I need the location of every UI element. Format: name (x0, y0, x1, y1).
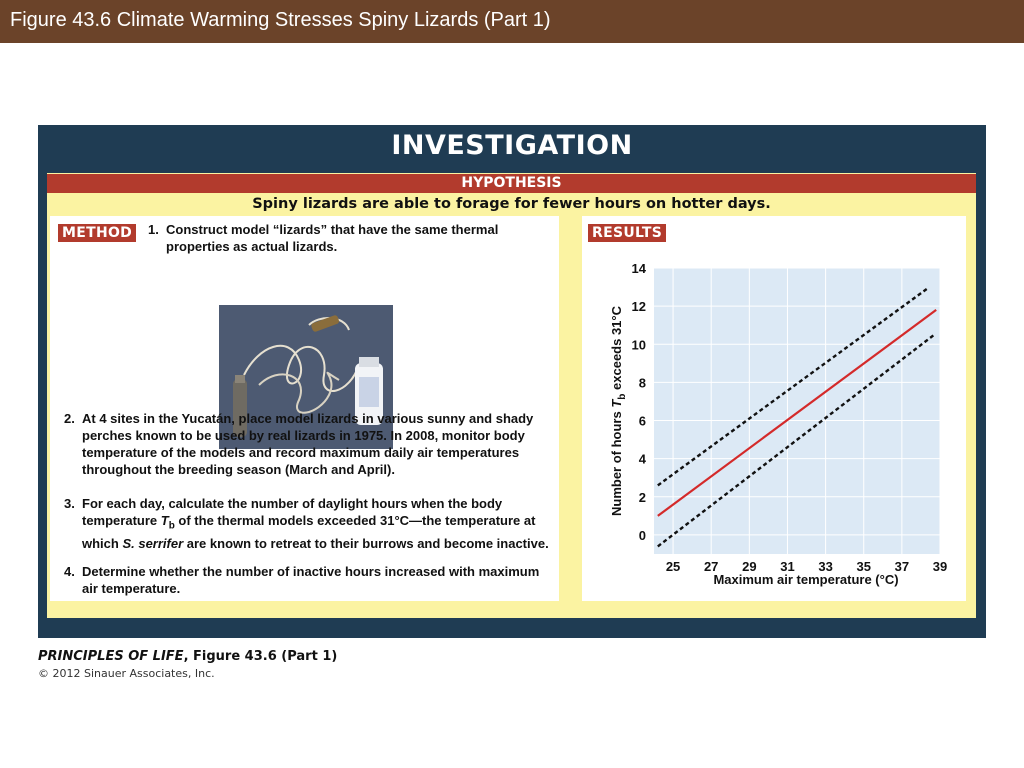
y-axis-label-symbol: T (609, 399, 624, 408)
footer-figure-ref: , Figure 43.6 (Part 1) (183, 649, 338, 664)
results-chart (582, 216, 966, 601)
step-3-text-pre: For each day, calculate the number of daylight hours when the body temperature (82, 496, 503, 528)
y-tick-label: 2 (638, 489, 646, 505)
y-tick-label: 14 (631, 261, 646, 276)
x-tick-label: 29 (742, 559, 757, 574)
y-tick-label: 8 (638, 375, 646, 391)
step-4-number: 4. (64, 564, 75, 579)
y-tick-label: 6 (638, 413, 646, 429)
x-axis-label: Maximum air temperature (°C) (713, 572, 899, 587)
footer-book-title: PRINCIPLES OF LIFE (38, 649, 184, 664)
step-3-tb-symbol: T (160, 513, 169, 528)
x-tick-label: 25 (665, 559, 681, 574)
step-3-text (82, 495, 552, 552)
step-3-text-mid: of the thermal models exceeded 31°C—the temperature at which (82, 513, 536, 551)
y-tick-label: 12 (631, 299, 646, 315)
step-3-species: S. serrifer (122, 535, 184, 551)
hypothesis-label: HYPOTHESIS (47, 174, 976, 193)
investigation-heading: INVESTIGATION (391, 130, 633, 161)
y-tick-label: 0 (638, 527, 646, 543)
footer-copyright: © 2012 Sinauer Associates, Inc. (38, 667, 215, 680)
x-tick-label: 37 (894, 559, 910, 574)
step-3-text-post: are known to retreat to their burrows and become inactive. (183, 535, 549, 551)
method-section (50, 216, 559, 601)
step-1-number: 1. (148, 222, 159, 237)
x-tick-label: 31 (780, 559, 795, 574)
x-tick-label: 27 (703, 559, 719, 574)
investigation-body (47, 173, 976, 618)
y-tick-label: 4 (638, 451, 646, 467)
step-2-number: 2. (64, 411, 75, 426)
slide-title: Figure 43.6 Climate Warming Stresses Spiny Lizards (Part 1) (10, 9, 551, 31)
step-4-text: Determine whether the number of inactive hours increased with maximum air temperature. (82, 564, 540, 596)
y-axis-label (609, 305, 628, 516)
method-label: METHOD (58, 224, 136, 242)
step-2-text: At 4 sites in the Yucatán, place model lizards in various sunny and shady perches known to be used by real lizards in 1975. In 2008, monitor body temperature of the models and record maximum daily air temperatures throughout the breeding season (March and April). (82, 411, 534, 477)
x-tick-label: 33 (818, 559, 833, 574)
y-axis-label-post: exceeds 31°C (609, 306, 624, 394)
step-1-text: Construct model “lizards” that have the same thermal properties as actual lizards. (166, 222, 499, 254)
results-label: RESULTS (588, 224, 666, 242)
step-3-number: 3. (64, 496, 75, 511)
y-axis-label-pre: Number of hours (609, 407, 624, 516)
results-section (582, 216, 966, 601)
hypothesis-text: Spiny lizards are able to forage for fewer hours on hotter days. (252, 196, 771, 212)
x-tick-label: 39 (932, 559, 948, 574)
slide-title-bar (0, 0, 1024, 43)
x-tick-label: 35 (856, 559, 871, 574)
footer-source (38, 649, 337, 664)
step-3-tb-subscript: b (168, 520, 175, 532)
y-tick-label: 10 (631, 337, 646, 353)
investigation-panel (38, 125, 986, 638)
y-axis-label-subscript: b (617, 393, 628, 400)
